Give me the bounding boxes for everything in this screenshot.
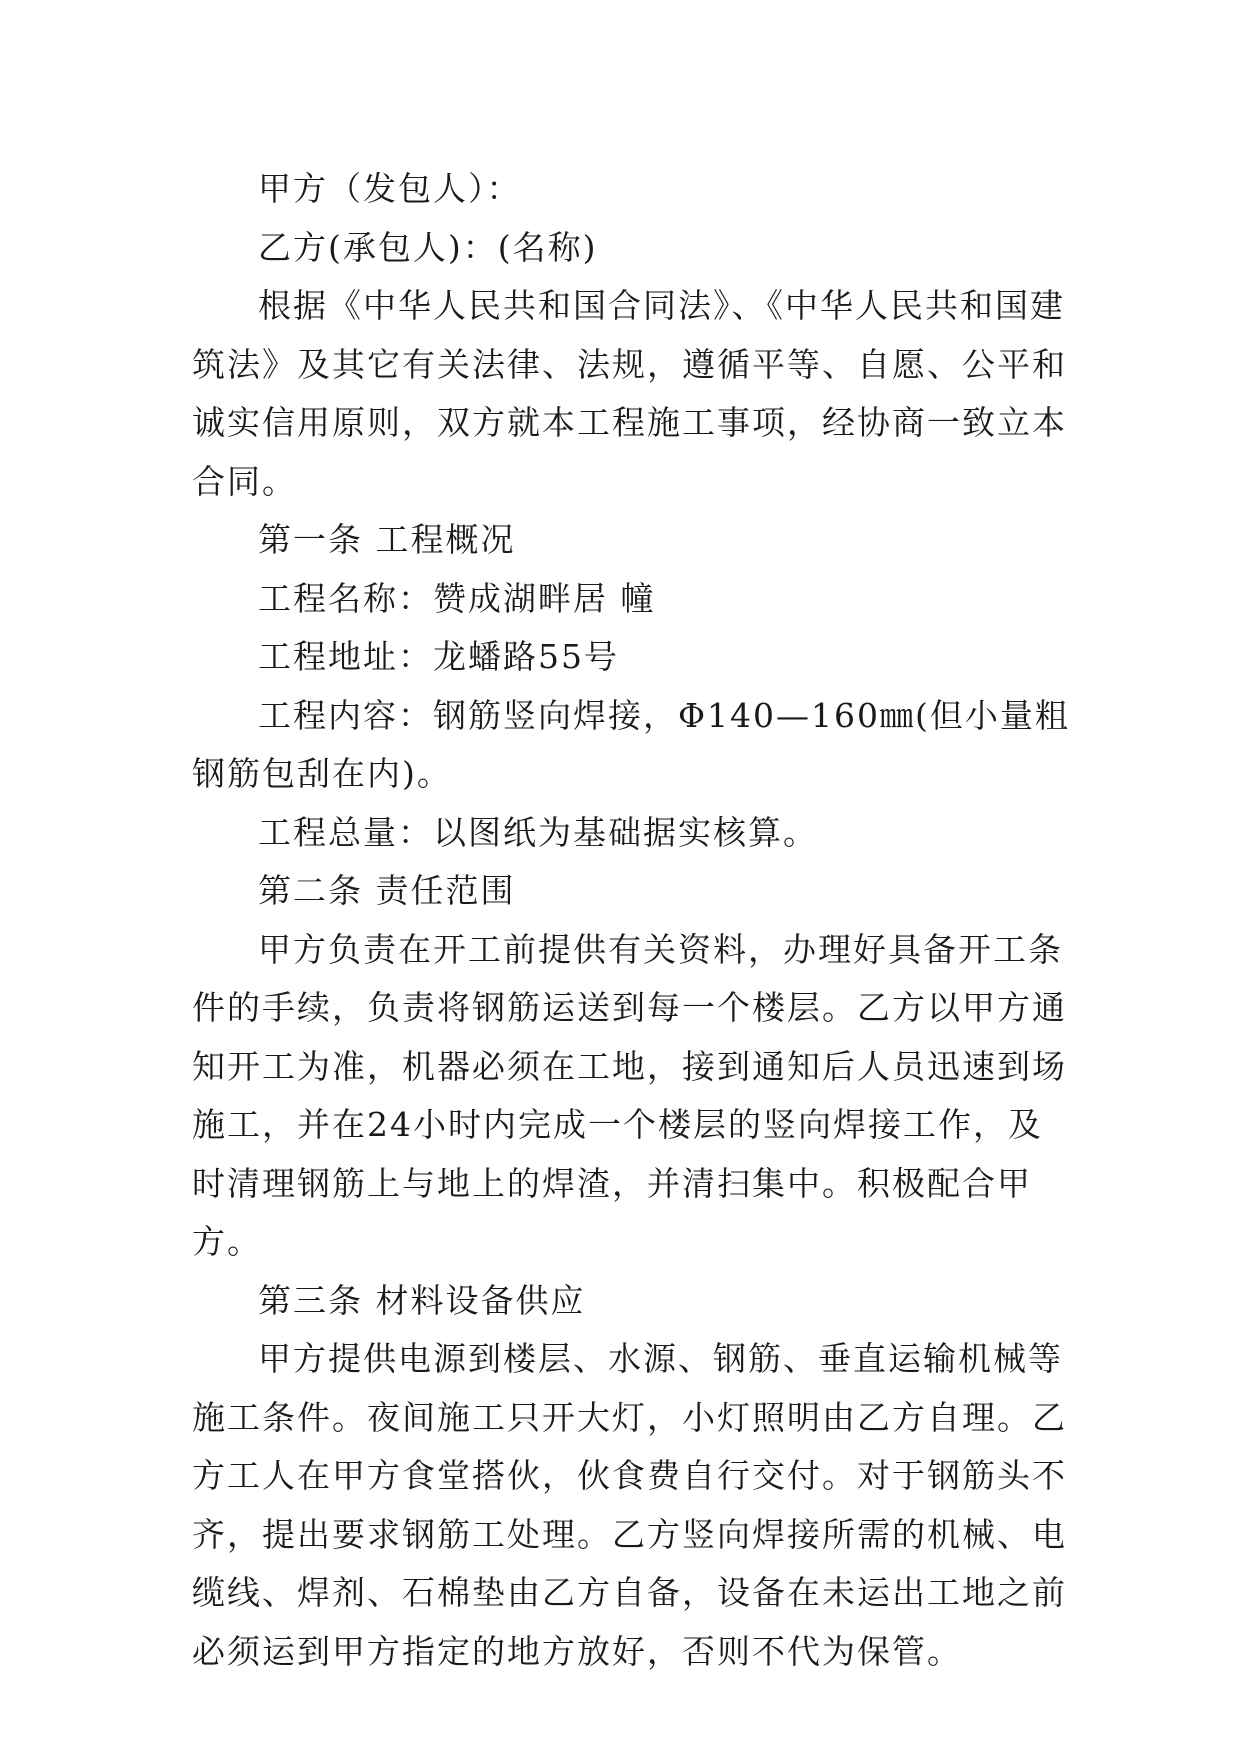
project-address-line: 工程地址：龙蟠路55号 — [258, 637, 619, 676]
project-name-line: 工程名称：赞成湖畔居 幢 — [258, 578, 656, 618]
responsibility-paragraph: 甲方负责在开工前提供有关资料，办理好具备开工条件的手续，负责将钢筋运送到每一个楼层。乙方以甲方通知开工为准，机器必须在工地，接到通知后人员迅速到场施工，并在24小时内完成一个楼层的竖向焊接工作，及时清理钢筋上与地上的焊渣，并清扫集中。积极配合甲方。 — [192, 929, 1067, 1261]
article-3-heading: 第三条 材料设备供应 — [258, 1280, 586, 1320]
article-2-heading: 第二条 责任范围 — [258, 871, 516, 910]
party-b-line: 乙方(承包人)：(名称) — [258, 227, 598, 267]
party-a-line: 甲方（发包人）： — [258, 169, 522, 208]
project-content-paragraph: 工程内容：钢筋竖向焊接，Φ140—160㎜(但小量粗钢筋包刮在内)。 — [192, 695, 1070, 793]
materials-paragraph: 甲方提供电源到楼层、水源、钢筋、垂直运输机械等施工条件。夜间施工只开大灯，小灯照明由乙方自理。乙方工人在甲方食堂搭伙，伙食费自行交付。对于钢筋头不齐，提出要求钢筋工处理。乙方竖向焊接所需的机械、电缆线、焊剂、石棉垫由乙方自备，设备在未运出工地之前必须运到甲方指定的地方放好，否则不代为保管。 — [192, 1339, 1067, 1671]
article-1-heading: 第一条 工程概况 — [258, 520, 516, 559]
document-body — [192, 160, 1072, 1681]
project-total-line: 工程总量：以图纸为基础据实核算。 — [258, 812, 818, 852]
preamble-paragraph: 根据《中华人民共和国合同法》、《中华人民共和国建筑法》及其它有关法律、法规，遵循平等、自愿、公平和诚实信用原则，双方就本工程施工事项，经协商一致立本合同。 — [192, 286, 1067, 501]
